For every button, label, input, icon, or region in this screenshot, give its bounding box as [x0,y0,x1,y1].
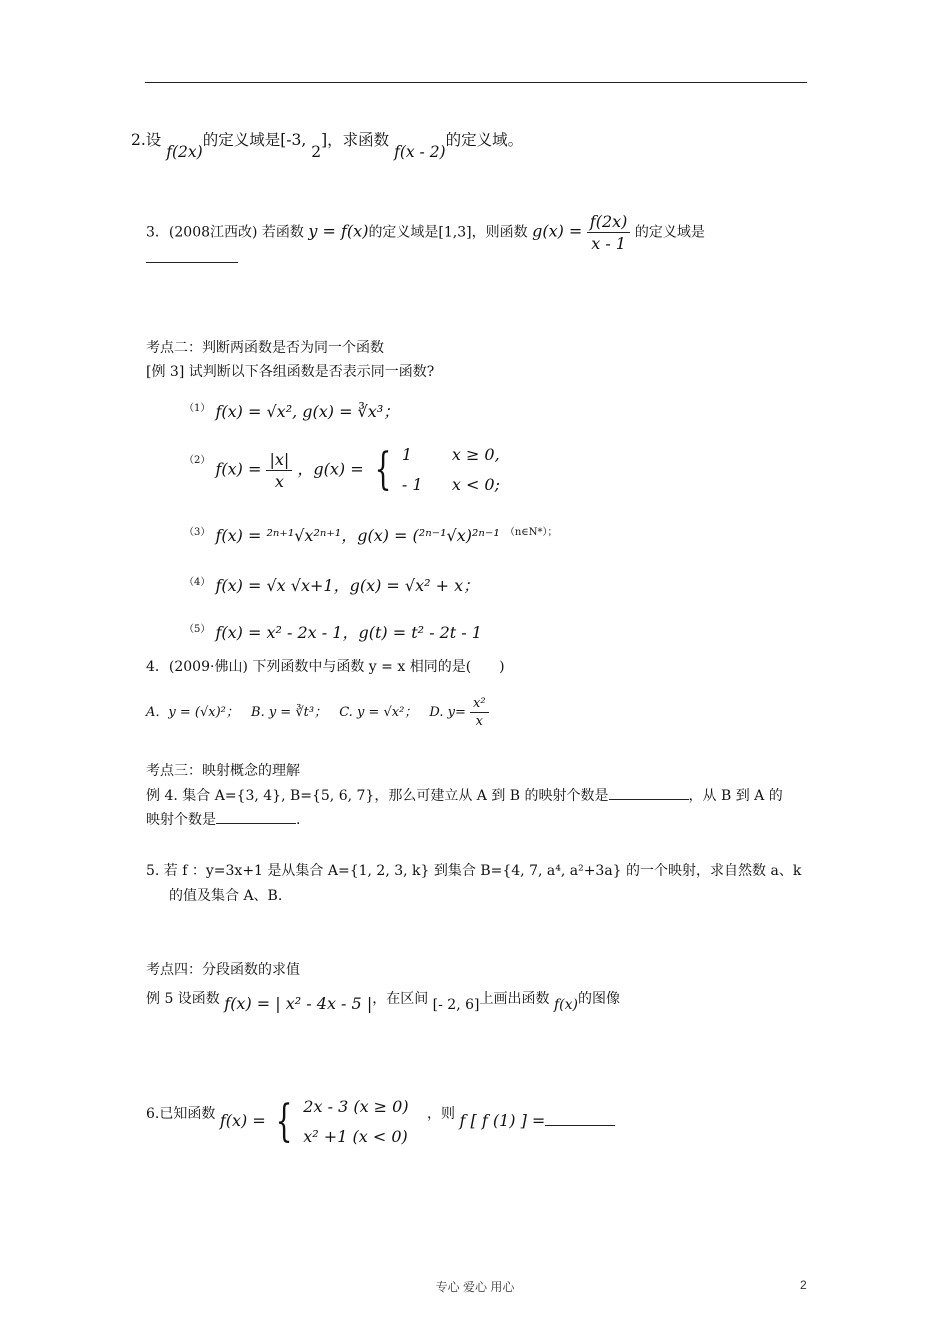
item-2-case2-value: - 1 [401,475,423,494]
item-3-tail: （n∈N*）； [504,527,558,538]
q2-fx2: f(x - 2) [394,143,446,161]
item-2-numerator: |x| [266,450,292,471]
q3-number: 3． [146,224,169,241]
example-3: [例 3] 试判断以下各组函数是否表示同一函数? [146,364,435,380]
question-5-line-2: 的值及集合 A、B. [169,888,283,904]
q2-number: 2. [131,131,146,149]
question-4: 4．(2009·佛山) 下列函数中与函数 y = x 相同的是( ) [146,659,505,675]
item-2-denominator: x [274,471,284,491]
page-number: 2 [800,1278,807,1292]
item-2-piecewise [369,440,500,500]
q4-option-c: C. y = √x²； [339,705,418,720]
example-4-blank-1 [609,799,689,800]
q3-text-2: 的定义域是[1,3]，则函数 [368,224,528,241]
item-1 [184,393,400,421]
example-4-text-2: ，从 B 到 A 的 [688,788,783,804]
q3-text: (2008江西改) 若函数 [168,224,304,241]
q6-text: 6.已知函数 [146,1106,216,1122]
example-4-text: 例 4. 集合 A={3, 4}, B={5, 6, 7}，那么可建立从 A 到 B 的映射个数是 [146,788,609,804]
question-2 [131,128,524,161]
q3-g: g(x) = [532,221,583,241]
q6-case-1: 2x - 3 (x ≥ 0) [303,1097,409,1116]
example-5-text-4: 的图像 [577,991,620,1007]
item-3-expr: f(x) = ²ⁿ⁺¹√x²ⁿ⁺¹，g(x) = (²ⁿ⁻¹√x)²ⁿ⁻¹ [215,526,500,545]
q3-numerator: f(2x) [587,212,631,233]
q3-y: y = f(x) [308,221,369,241]
item-4 [184,567,480,595]
q2-text-3: ]，求函数 [321,131,390,149]
item-2-fraction [266,450,292,491]
item-2-case2-cond: x < 0; [451,475,500,494]
q3-fraction [587,212,631,253]
brace-icon: { [374,444,392,495]
q3-denominator: x - 1 [591,234,626,253]
q2-two: 2 [311,143,322,161]
item-1-expr: f(x) = √x², g(x) = ∛x³； [215,402,400,421]
item-2-f: f(x) = [215,459,262,479]
q2-text-4: 的定义域。 [445,131,524,149]
q6-f: f(x) = [219,1111,266,1130]
example-4-text-3: 映射个数是 [146,812,216,828]
q6-piecewise [270,1092,408,1152]
item-2 [184,440,500,500]
q4-d-denominator: x [475,714,483,729]
item-3-label: （3） [184,527,211,538]
item-1-label: （1） [184,403,211,414]
item-2-g: ，g(x) = [297,459,364,479]
item-4-label: （4） [184,577,211,588]
example-5-interval: [- 2, 6] [432,997,480,1013]
item-5-expr: f(x) = x² - 2x - 1，g(t) = t² - 2t - 1 [215,623,482,642]
item-2-label: （2） [184,454,211,466]
q6-nested: f [ f (1) ] = [459,1111,546,1130]
q4-option-a: A．y = (√x)²； [146,705,239,720]
brace-icon: { [275,1096,293,1147]
q3-text-3: 的定义域是 [634,224,705,241]
q4-option-b: B. y = ∛t³； [251,705,328,720]
q4-option-d: D. y= [429,705,466,720]
q6-text-2: ，则 [427,1106,456,1122]
example-5-text-2: ，在区间 [372,991,429,1007]
section-4-heading: 考点四：分段函数的求值 [146,962,300,978]
item-2-case1-cond: x ≥ 0, [451,445,500,464]
example-5-text-3: 上画出函数 [479,991,550,1007]
footer-slogan: 专心 爱心 用心 [435,1280,515,1294]
example-5-fx: f(x) [553,997,578,1013]
example-5-text: 例 5 设函数 [146,991,220,1007]
q6-case-2: x² +1 (x < 0) [303,1127,408,1146]
q4-d-fraction [470,696,489,729]
item-5 [184,614,482,642]
question-3 [146,212,705,253]
header-rule [145,82,807,83]
example-4-line-2 [146,809,300,829]
example-4-blank-2 [216,823,296,824]
item-3 [184,517,558,545]
q2-f2x: f(2x) [166,143,203,161]
section-2-heading: 考点二：判断两函数是否为同一个函数 [146,340,384,356]
q4-options [146,696,489,729]
question-5-line-1: 5. 若 f ：y=3x+1 是从集合 A={1, 2, 3, k} 到集合 B={4, 7, a⁴, a²+3a} 的一个映射，求自然数 a、k [146,863,802,879]
item-5-label: （5） [184,624,211,635]
example-4-text-4: . [296,812,301,828]
example-5-expr: f(x) = | x² - 4x - 5 | [224,994,373,1013]
question-6 [146,1092,615,1152]
item-2-case1-value: 1 [401,445,413,464]
q2-text: 设 [145,131,162,149]
item-4-expr: f(x) = √x √x+1，g(x) = √x² + x； [215,576,480,595]
q2-text-2: 的定义域是[-3, [202,131,307,149]
example-5 [146,988,620,1013]
q6-answer-blank [545,1125,615,1126]
section-3-heading: 考点三：映射概念的理解 [146,763,300,779]
q4-d-numerator: x² [470,696,489,713]
q3-answer-blank [146,262,238,263]
example-4-line-1 [146,785,783,805]
